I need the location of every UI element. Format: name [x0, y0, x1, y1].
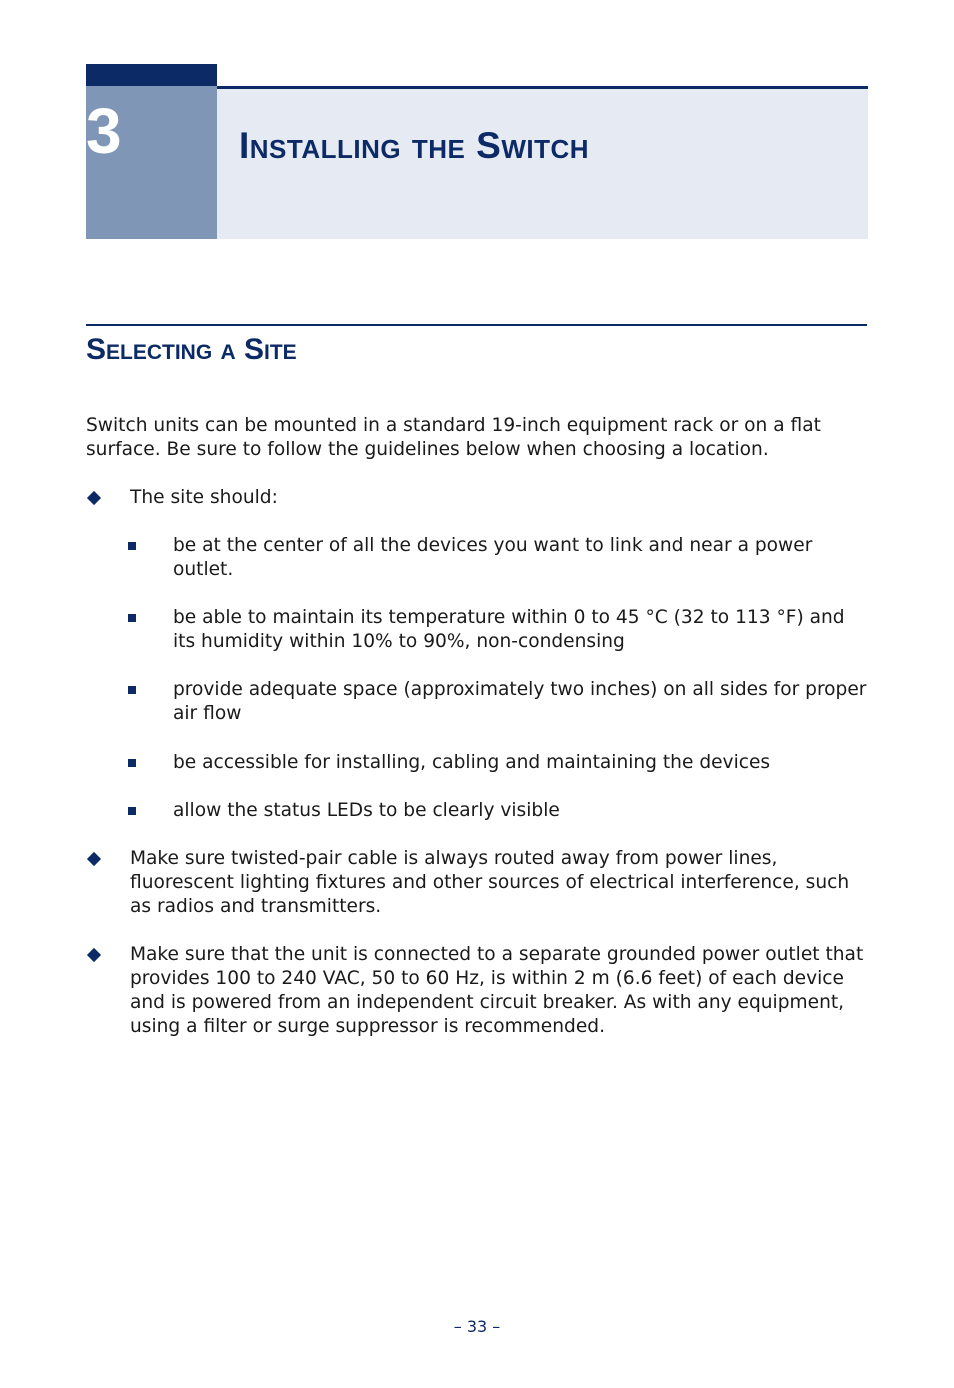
chapter-number-block: [86, 64, 217, 239]
sub-list-item: be accessible for installing, cabling and maintaining the devices: [173, 752, 771, 773]
square-bullet-icon: [128, 614, 136, 622]
diamond-bullet-icon: [87, 948, 101, 962]
section-title: Selecting a Site: [86, 333, 297, 366]
intro-paragraph: Switch units can be mounted in a standard 19-inch equipment rack or on a flat surface. Be sure to follow the guidelines below when choosing a location.: [86, 415, 821, 460]
square-bullet-icon: [128, 542, 136, 550]
section-divider: [86, 324, 867, 326]
chapter-block-accent: [86, 64, 217, 86]
list-item: The site should:: [130, 487, 278, 508]
square-bullet-icon: [128, 807, 136, 815]
chapter-number: 3: [86, 95, 122, 167]
sub-list-item: be at the center of all the devices you want to link and near a power outlet.: [173, 535, 813, 580]
square-bullet-icon: [128, 686, 136, 694]
chapter-title-band: [217, 86, 868, 239]
diamond-bullet-icon: [87, 852, 101, 866]
list-item: Make sure that the unit is connected to a separate grounded power outlet that provides 100 to 240 VAC, 50 to 60 Hz, is within 2 m (6.6 feet) of each device and is powered from an independent circuit breaker. As with any equipment, using a filter or surge suppressor is recommended.: [130, 944, 864, 1037]
sub-list-item: provide adequate space (approximately two inches) on all sides for proper air flow: [173, 679, 867, 724]
list-item: Make sure twisted-pair cable is always routed away from power lines, fluorescent lighting fixtures and other sources of electrical interference, such as radios and transmitters.: [130, 848, 850, 917]
diamond-bullet-icon: [87, 491, 101, 505]
square-bullet-icon: [128, 759, 136, 767]
sub-list-item: allow the status LEDs to be clearly visible: [173, 800, 560, 821]
chapter-title: Installing the Switch: [239, 125, 590, 166]
page-number: – 33 –: [453, 1317, 501, 1336]
sub-list-item: be able to maintain its temperature within 0 to 45 °C (32 to 113 °F) and its humidity within 10% to 90%, non-condensing: [173, 607, 845, 652]
